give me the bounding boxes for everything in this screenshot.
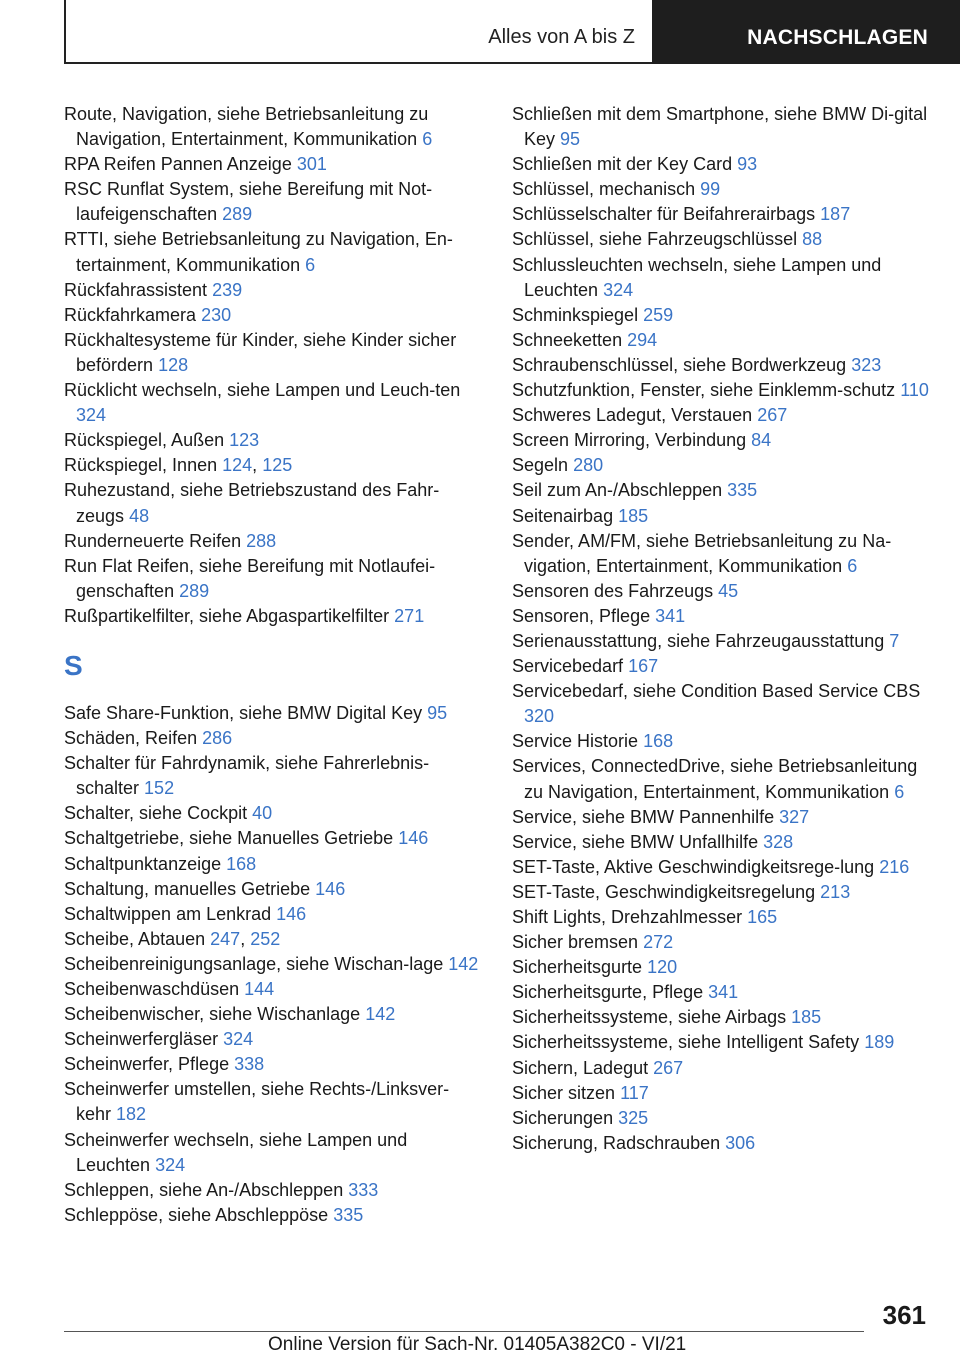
index-entry	[64, 102, 484, 152]
entry-term: Schutzfunktion, Fenster, siehe Einklemm-schutz	[512, 380, 896, 401]
entry-term: Rückfahrkamera	[64, 304, 197, 325]
page-reference-link[interactable]: 185	[791, 1007, 822, 1028]
index-entry	[64, 378, 484, 428]
page-reference-link[interactable]: 128	[158, 354, 189, 375]
index-entry	[512, 629, 934, 654]
page-reference-link[interactable]: 142	[365, 1004, 396, 1025]
page-reference-link[interactable]: 167	[628, 656, 659, 677]
entry-term: Sicherheitssysteme, siehe Intelligent Safety	[512, 1032, 860, 1053]
page-reference-link[interactable]: 120	[647, 957, 678, 978]
page-reference-link[interactable]: 6	[847, 555, 858, 576]
page-reference-link[interactable]: 289	[179, 580, 210, 601]
index-entry	[64, 826, 484, 851]
index-entry	[64, 852, 484, 877]
index-entry	[64, 952, 484, 977]
index-entry	[512, 253, 934, 303]
page-reference-link[interactable]: 230	[201, 304, 232, 325]
index-entry	[64, 478, 484, 528]
index-entry	[512, 453, 934, 478]
index-entry	[512, 1005, 934, 1030]
index-entry	[512, 855, 934, 880]
entry-term: Sicherheitssysteme, siehe Airbags	[512, 1007, 787, 1028]
page-reference-link[interactable]: 187	[820, 204, 851, 225]
entry-term: Sicherheitsgurte	[512, 957, 643, 978]
page-reference-link[interactable]: 338	[234, 1054, 265, 1075]
page-reference-link[interactable]: 45	[718, 580, 739, 601]
entry-term: Rußpartikelfilter, siehe Abgaspartikelfilter	[64, 605, 390, 626]
page-reference-link[interactable]: 124	[222, 455, 253, 476]
entry-term: Schleppöse, siehe Abschleppöse	[64, 1204, 329, 1225]
page-reference-link[interactable]: 185	[618, 505, 649, 526]
page-reference-link[interactable]: 288	[246, 530, 277, 551]
page-reference-link[interactable]: 325	[618, 1107, 649, 1128]
index-entry	[512, 1030, 934, 1055]
index-entry	[512, 478, 934, 503]
footer-rule	[64, 1331, 864, 1332]
index-entry	[512, 805, 934, 830]
entry-term: Scheibenreinigungsanlage, siehe Wischan-lage	[64, 953, 444, 974]
entry-term: Servicebedarf	[512, 656, 624, 677]
page-reference-link[interactable]: 294	[627, 329, 658, 350]
entry-term: Schaltpunktanzeige	[64, 853, 222, 874]
page-reference-link[interactable]: 110	[900, 380, 929, 401]
entry-term: Sensoren des Fahrzeugs	[512, 580, 714, 601]
entry-term: Run Flat Reifen, siehe Bereifung mit Notlaufei-genschaften	[64, 555, 436, 601]
index-entry	[64, 1128, 484, 1178]
entries-s-group	[64, 701, 484, 1228]
page-reference-link[interactable]: 6	[422, 129, 433, 150]
letter-heading-s: S	[64, 649, 83, 681]
index-entry	[512, 102, 934, 152]
page-reference-link[interactable]: 280	[573, 455, 604, 476]
entry-term: Scheibenwischer, siehe Wischanlage	[64, 1004, 361, 1025]
page-reference-link[interactable]: 168	[226, 853, 257, 874]
page-number: 361	[882, 1300, 926, 1330]
entry-term: Ruhezustand, siehe Betriebszustand des Fahr-zeugs	[64, 480, 440, 526]
index-entry	[512, 880, 934, 905]
page-reference-link[interactable]: 324	[76, 405, 107, 426]
entry-term: Sicherung, Radschrauben	[512, 1132, 721, 1153]
entry-term: Serienausstattung, siehe Fahrzeugausstattung	[512, 630, 885, 651]
page-reference-link[interactable]: 93	[737, 154, 758, 175]
index-entry	[512, 504, 934, 529]
index-entry	[64, 152, 484, 177]
index-entry	[512, 152, 934, 177]
index-entry: Scheibe, Abtauen 247, 252	[64, 928, 281, 949]
section-title: Alles von A bis Z	[488, 26, 635, 48]
entry-term: Schäden, Reifen	[64, 728, 198, 749]
index-entry	[64, 726, 484, 751]
entries-r-group	[64, 102, 484, 629]
page-reference-link[interactable]: 189	[864, 1032, 895, 1053]
entry-term: RTTI, siehe Betriebsanleitung zu Navigation, En-tertainment, Kommunikation	[64, 229, 453, 275]
index-entry	[64, 751, 484, 801]
page-reference-link[interactable]: 324	[603, 279, 634, 300]
entry-term: Shift Lights, Drehzahlmesser	[512, 907, 743, 927]
page-reference-link[interactable]: 6	[305, 254, 316, 275]
edition-note: Online Version für Sach-Nr. 01405A382C0 - VI/21	[268, 1334, 687, 1355]
entry-term: Schließen mit dem Smartphone, siehe BMW Di-gital Key	[512, 104, 928, 150]
page-reference-link[interactable]: 99	[700, 179, 721, 200]
entry-term: Schminkspiegel	[512, 304, 639, 325]
entry-term: Schlussleuchten wechseln, siehe Lampen und Leuchten	[512, 254, 882, 300]
index-entry	[512, 1131, 934, 1156]
index-entry	[512, 729, 934, 754]
entry-term: Sicherungen	[512, 1107, 614, 1128]
page-reference-link[interactable]: 216	[879, 856, 910, 877]
entry-term: Route, Navigation, siehe Betriebsanleitung zu Navigation, Entertainment, Kommunikation	[64, 104, 429, 150]
page-reference-link[interactable]: 252	[250, 928, 281, 949]
page-reference-link[interactable]: 48	[129, 505, 150, 526]
page-reference-link[interactable]: 95	[427, 702, 448, 723]
index-entry	[64, 877, 484, 902]
entry-term: Safe Share-Funktion, siehe BMW Digital Key	[64, 702, 423, 723]
entry-term: Screen Mirroring, Verbindung	[512, 430, 747, 451]
page-reference-link[interactable]: 88	[802, 229, 823, 250]
page-reference-link[interactable]: 328	[763, 831, 794, 852]
entries-s-group-continued	[512, 102, 934, 1156]
entry-term: Schlüssel, siehe Fahrzeugschlüssel	[512, 229, 798, 250]
entry-term: Rücklicht wechseln, siehe Lampen und Leuch-ten	[64, 380, 461, 401]
entry-term: Schaltgetriebe, siehe Manuelles Getriebe	[64, 828, 394, 849]
entry-term: Scheibe, Abtauen	[64, 928, 206, 949]
entry-term: Schraubenschlüssel, siehe Bordwerkzeug	[512, 354, 847, 375]
index-entry	[64, 1077, 484, 1127]
index-column-right	[512, 102, 934, 1156]
index-entry	[64, 801, 484, 826]
page-reference-link[interactable]: 327	[779, 806, 810, 827]
chapter-tab: NACHSCHLAGEN	[652, 0, 960, 64]
index-entry	[64, 977, 484, 1002]
entry-term: RPA Reifen Pannen Anzeige	[64, 154, 292, 175]
page-reference-link[interactable]: 341	[708, 982, 739, 1003]
index-entry	[64, 1178, 484, 1203]
page-reference-link[interactable]: 335	[333, 1204, 364, 1225]
index-entry	[512, 604, 934, 629]
entry-term: Service, siehe BMW Unfallhilfe	[512, 831, 759, 852]
page-reference-link[interactable]: 165	[747, 907, 778, 927]
index-entry	[64, 278, 484, 303]
index-entry	[512, 1056, 934, 1081]
index-entry: Rückspiegel, Innen 124, 125	[64, 455, 293, 476]
header-left-rule	[64, 0, 66, 64]
page-reference-link[interactable]: 213	[820, 881, 851, 902]
entry-term: Rückhaltesysteme für Kinder, siehe Kinder sicher befördern	[64, 329, 457, 375]
page-reference-link[interactable]: 152	[144, 778, 175, 799]
page-reference-link[interactable]: 84	[751, 430, 772, 451]
entry-term: Schleppen, siehe An-/Abschleppen	[64, 1179, 344, 1200]
entry-term: Schließen mit der Key Card	[512, 154, 733, 175]
index-entry	[512, 1106, 934, 1131]
index-entry	[64, 1052, 484, 1077]
index-entry	[64, 604, 484, 629]
index-entry	[64, 1203, 484, 1228]
page-reference-link[interactable]: 320	[524, 706, 555, 727]
page-reference-link[interactable]: 323	[851, 354, 882, 375]
page-reference-link[interactable]: 272	[643, 932, 674, 953]
index-entry	[64, 902, 484, 927]
entry-term: Scheinwerfer umstellen, siehe Rechts-/Linksver-kehr	[64, 1079, 450, 1125]
entry-term: Schneeketten	[512, 329, 623, 350]
index-entry	[64, 227, 484, 277]
entry-term: Scheinwerfer wechseln, siehe Lampen und Leuchten	[64, 1129, 408, 1175]
entry-term: Schaltung, manuelles Getriebe	[64, 878, 311, 899]
index-entry	[64, 177, 484, 227]
page-reference-link[interactable]: 142	[448, 953, 479, 974]
index-entry	[512, 830, 934, 855]
index-entry	[512, 202, 934, 227]
index-entry	[512, 579, 934, 604]
page-reference-link[interactable]: 247	[210, 928, 241, 949]
index-entry	[512, 428, 934, 453]
page-reference-link[interactable]: 117	[620, 1082, 649, 1103]
page-reference-link[interactable]: 168	[643, 731, 674, 752]
page-reference-link[interactable]: 40	[252, 803, 273, 824]
entry-term: Sicher sitzen	[512, 1082, 616, 1103]
page-reference-link[interactable]: 324	[223, 1029, 254, 1050]
page-reference-link[interactable]: 333	[348, 1179, 379, 1200]
entry-term: SET-Taste, Geschwindigkeitsregelung	[512, 881, 816, 902]
entry-term: Sichern, Ladegut	[512, 1057, 649, 1078]
entry-term: Sensoren, Pflege	[512, 605, 651, 626]
index-column-left	[64, 102, 484, 1228]
entry-term: Seitenairbag	[512, 505, 614, 526]
entry-term: SET-Taste, Aktive Geschwindigkeitsrege-lung	[512, 856, 875, 877]
index-entry	[512, 227, 934, 252]
page-reference-link[interactable]: 146	[315, 878, 346, 899]
page-reference-link[interactable]: 306	[725, 1132, 756, 1153]
entry-term: Services, ConnectedDrive, siehe Betriebsanleitung zu Navigation, Entertainment, Kommunikation	[512, 756, 918, 802]
entry-term: Runderneuerte Reifen	[64, 530, 242, 551]
index-entry	[512, 177, 934, 202]
index-entry	[64, 701, 484, 726]
index-entry	[64, 554, 484, 604]
index-entry	[512, 303, 934, 328]
entry-term: Seil zum An-/Abschleppen	[512, 480, 723, 501]
page-reference-link[interactable]: 267	[653, 1057, 684, 1078]
page-reference-link[interactable]: 341	[655, 605, 686, 626]
page-reference-link[interactable]: 267	[757, 405, 788, 426]
page-reference-link[interactable]: 324	[155, 1154, 186, 1175]
index-entry	[512, 955, 934, 980]
entry-term: Schalter für Fahrdynamik, siehe Fahrerlebnis-schalter	[64, 753, 430, 799]
entry-term: Sicherheitsgurte, Pflege	[512, 982, 704, 1003]
index-entry	[512, 328, 934, 353]
page-reference-link[interactable]: 259	[643, 304, 674, 325]
index-entry	[512, 679, 934, 729]
page-reference-link[interactable]: 289	[222, 204, 253, 225]
page-reference-link[interactable]: 286	[202, 728, 233, 749]
index-entry	[512, 403, 934, 428]
index-entry	[512, 980, 934, 1005]
page-reference-link[interactable]: 335	[727, 480, 758, 501]
index-entry	[64, 303, 484, 328]
page-reference-link[interactable]: 146	[398, 828, 429, 849]
index-entry	[512, 654, 934, 679]
index-entry	[64, 529, 484, 554]
page-reference-link[interactable]: 6	[894, 781, 905, 802]
entry-term: Scheibenwaschdüsen	[64, 979, 240, 999]
entry-term: Schlüsselschalter für Beifahrerairbags	[512, 204, 816, 225]
index-entry	[512, 905, 934, 930]
index-entry	[512, 378, 934, 403]
page-reference-link[interactable]: 239	[212, 279, 243, 300]
entry-term: Schweres Ladegut, Verstauen	[512, 405, 753, 426]
entry-term: Segeln	[512, 455, 569, 476]
page-reference-link[interactable]: 271	[394, 605, 425, 626]
entry-term: Rückfahrassistent	[64, 279, 208, 300]
entry-term: Rückspiegel, Innen	[64, 455, 218, 476]
page-reference-link[interactable]: 182	[116, 1104, 147, 1125]
index-entry	[512, 754, 934, 804]
page-reference-link[interactable]: 146	[276, 903, 307, 924]
page-reference-link[interactable]: 144	[244, 979, 275, 999]
page-reference-link[interactable]: 95	[560, 129, 581, 150]
entry-term: Schlüssel, mechanisch	[512, 179, 696, 200]
index-entry	[64, 1002, 484, 1027]
entry-term: Scheinwerfergläser	[64, 1029, 219, 1050]
index-entry	[512, 353, 934, 378]
page-reference-link[interactable]: 301	[296, 154, 327, 175]
entry-term: Schaltwippen am Lenkrad	[64, 903, 272, 924]
entry-term: Rückspiegel, Außen	[64, 430, 225, 451]
entry-term: Schalter, siehe Cockpit	[64, 803, 248, 824]
entry-term: Scheinwerfer, Pflege	[64, 1054, 230, 1075]
entry-term: Service, siehe BMW Pannenhilfe	[512, 806, 775, 827]
entry-term: Sicher bremsen	[512, 932, 639, 953]
page-reference-link[interactable]: 123	[229, 430, 260, 451]
index-entry	[64, 428, 484, 453]
index-entry	[64, 328, 484, 378]
page-reference-link[interactable]: 7	[889, 630, 900, 651]
entry-term: Service Historie	[512, 731, 639, 752]
page-reference-link[interactable]: 125	[262, 455, 293, 476]
entry-term: Sender, AM/FM, siehe Betriebsanleitung zu Na-vigation, Entertainment, Kommunikation	[512, 530, 892, 576]
index-entry	[64, 1027, 484, 1052]
index-entry	[512, 529, 934, 579]
entry-term: RSC Runflat System, siehe Bereifung mit Not-laufeigenschaften	[64, 179, 433, 225]
index-entry	[512, 930, 934, 955]
index-entry	[512, 1081, 934, 1106]
entry-term: Servicebedarf, siehe Condition Based Service CBS	[512, 681, 921, 702]
